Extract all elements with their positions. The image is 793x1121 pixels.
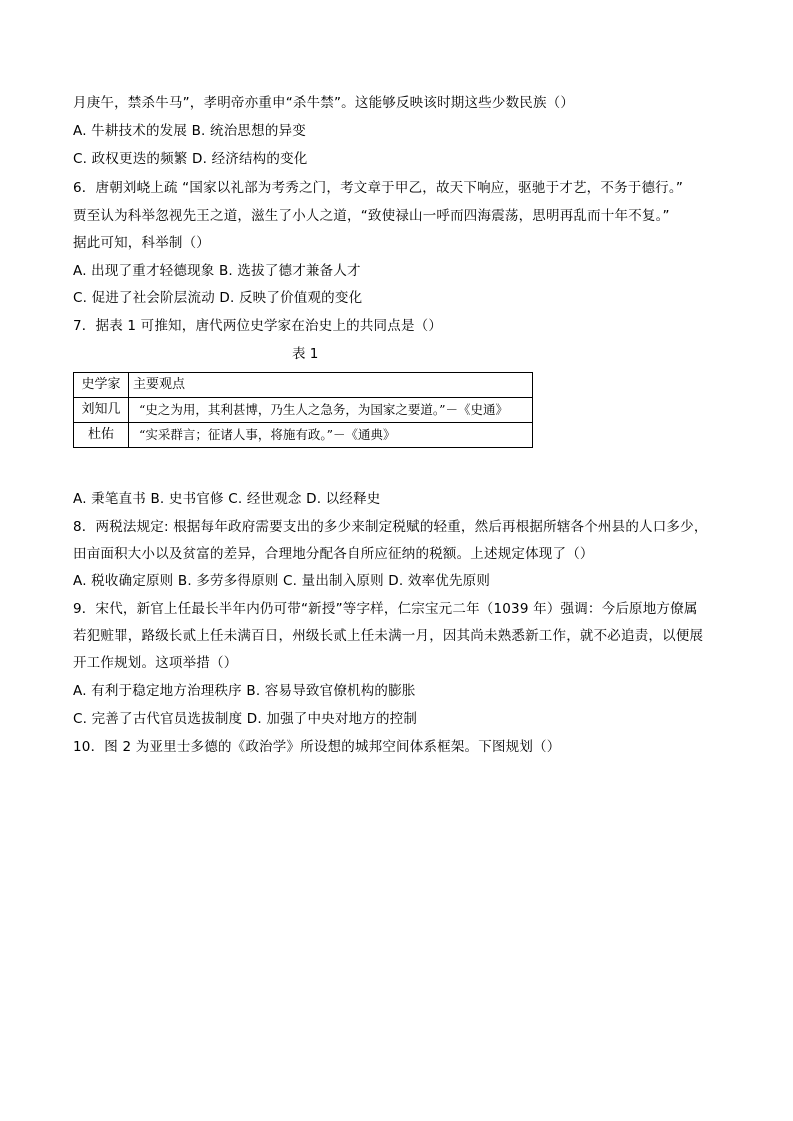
q5-stem-tail: 月庚午，禁杀牛马”，孝明帝亦重申“杀牛禁”。这能够反映该时期这些少数民族（）: [73, 95, 575, 111]
historian-view: “实采群言；征诸人事，将施有政。”－《通典》: [129, 423, 533, 448]
q5-options-ab: A. 牛耕技术的发展 B. 统治思想的异变: [73, 123, 306, 139]
historian-name: 杜佑: [74, 423, 129, 448]
historians-table: [73, 372, 533, 448]
q6-stem-line2: 贾至认为科举忽视先王之道，滋生了小人之道，“致使禄山一呼而四海震荡，思明再乱而十年不复。”: [73, 208, 670, 224]
header-view: 主要观点: [129, 373, 533, 398]
q6-options-cd: C. 促进了社会阶层流动 D. 反映了价值观的变化: [73, 290, 363, 306]
q6-stem-line1: 6．唐朝刘峣上疏 “国家以礼部为考秀之门，考文章于甲乙，故天下响应，驱驰于才艺，不务于德行。”: [73, 180, 684, 196]
q6-stem-line3: 据此可知，科举制（）: [73, 235, 210, 251]
q8-stem-line1: 8．两税法规定: 根据每年政府需要支出的多少来制定税赋的轻重，然后再根据所辖各个州县的人口多少，: [73, 519, 708, 535]
q9-options-cd: C. 完善了古代官员选拔制度 D. 加强了中央对地方的控制: [73, 711, 418, 727]
q9-stem-line3: 开工作规划。这项举措（）: [73, 655, 238, 671]
q9-options-ab: A. 有利于稳定地方治理秩序 B. 容易导致官僚机构的膨胀: [73, 683, 416, 699]
historian-name: 刘知几: [74, 398, 129, 423]
table-row: [74, 423, 533, 448]
q9-stem-line2: 若犯赃罪，路级长贰上任未满百日，州级长贰上任未满一月，因其尚未熟悉新工作，就不必追责，以便展: [73, 628, 704, 644]
q9-stem-line1: 9．宋代，新官上任最长半年内仍可带“新授”等字样，仁宗宝元二年（1039 年）强调：今后原地方僚属: [73, 601, 698, 617]
header-historian: 史学家: [74, 373, 129, 398]
q5-options-cd: C. 政权更迭的频繁 D. 经济结构的变化: [73, 151, 308, 167]
table-row: [74, 398, 533, 423]
table-header-row: [74, 373, 533, 398]
q7-options: A. 秉笔直书 B. 史书官修 C. 经世观念 D. 以经释史: [73, 491, 381, 507]
q8-options: A. 税收确定原则 B. 多劳多得原则 C. 量出制入原则 D. 效率优先原则: [73, 573, 491, 589]
q7-stem: 7．据表 1 可推知，唐代两位史学家在治史上的共同点是（）: [73, 318, 443, 334]
q6-options-ab: A. 出现了重才轻德现象 B. 选拔了德才兼备人才: [73, 263, 361, 279]
q10-stem: 10．图 2 为亚里士多德的《政治学》所设想的城邦空间体系框架。下图规划（）: [73, 739, 561, 755]
table-caption: 表 1: [292, 346, 319, 362]
historian-view: “史之为用，其利甚博，乃生人之急务，为国家之要道。”－《史通》: [129, 398, 533, 423]
q8-stem-line2: 田亩面积大小以及贫富的差异，合理地分配各自所应征纳的税额。上述规定体现了（）: [73, 546, 594, 562]
